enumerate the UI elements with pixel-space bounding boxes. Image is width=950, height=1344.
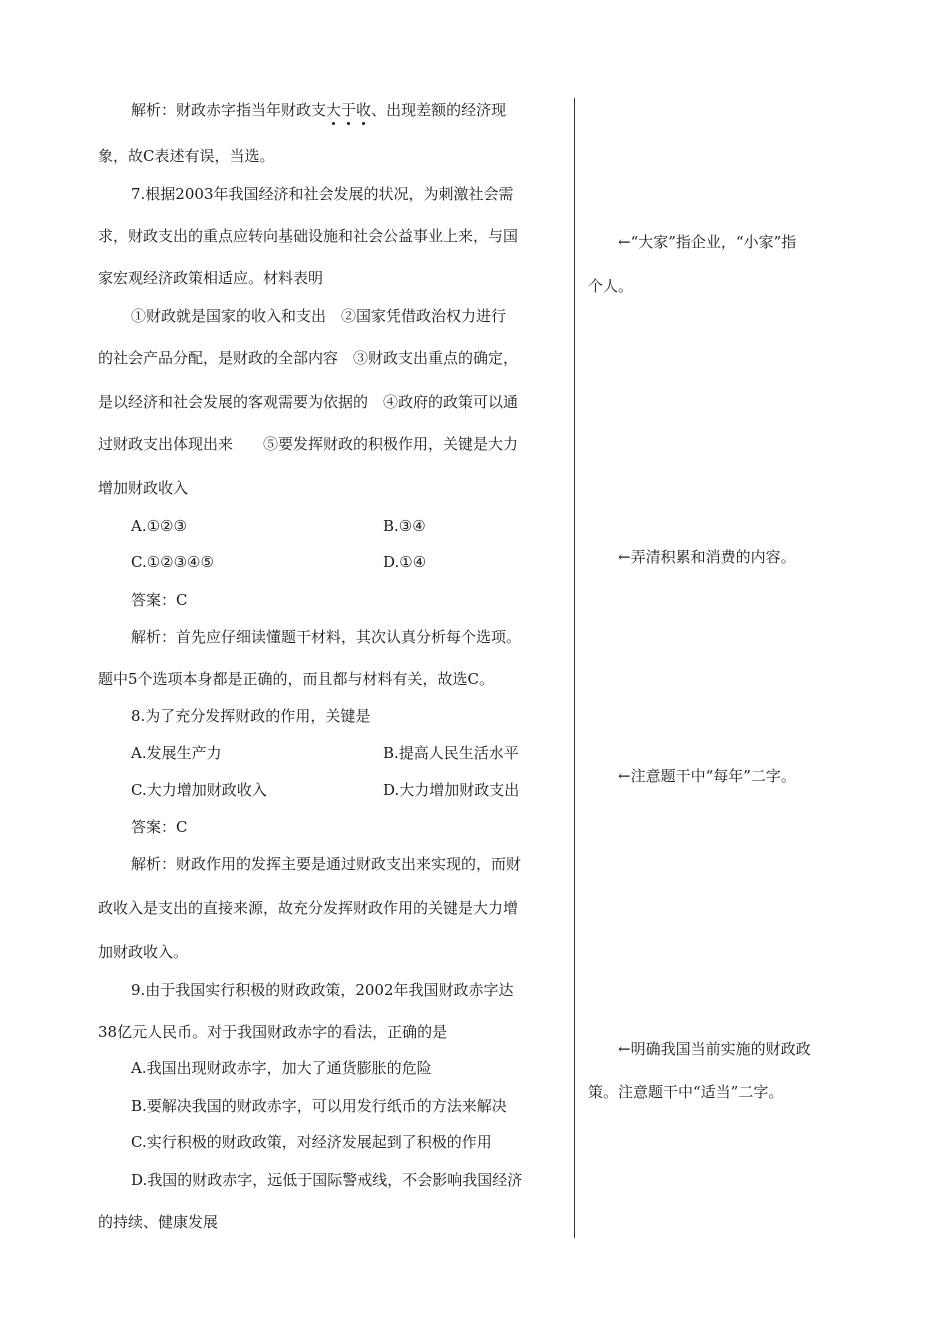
q9-option-b: B.要解决我国的财政赤字，可以用发行纸币的方法来解决 (131, 1097, 507, 1115)
emphasized-char: 大 (326, 101, 342, 119)
question-7-statements-4: 过财政支出体现出来 ⑤要发挥财政的积极作用，关键是大力 (98, 435, 519, 453)
side-note-4: ←明确我国当前实施的财政政 (618, 1040, 811, 1058)
q8-option-a: A.发展生产力 (131, 744, 222, 762)
question-8-stem: 8.为了充分发挥财政的作用，关键是 (131, 707, 371, 725)
q8-analysis-3: 加财政收入。 (98, 943, 189, 961)
emphasized-char: 于 (341, 101, 357, 119)
q8-option-b: B.提高人民生活水平 (383, 744, 519, 762)
side-note-1-cont: 个人。 (588, 277, 634, 295)
q8-option-c: C.大力增加财政收入 (131, 781, 267, 799)
q7-analysis-2: 题中5个选项本身都是正确的，而且都与材料有关，故选C。 (98, 670, 495, 688)
q7-option-d: D.①④ (383, 553, 427, 571)
q7-option-a: A.①②③ (131, 517, 187, 535)
line-analysis-6-cont: 象，故C表述有误，当选。 (98, 147, 275, 165)
question-7-stem-2: 求，财政支出的重点应转向基础设施和社会公益事业上来，与国 (98, 227, 519, 245)
q8-answer: 答案：C (131, 818, 188, 836)
q7-analysis-1: 解析：首先应仔细读懂题干材料，其次认真分析每个选项。 (131, 628, 522, 646)
q9-option-c: C.实行积极的财政政策，对经济发展起到了积极的作用 (131, 1133, 492, 1151)
q9-option-d-cont: 的持续、健康发展 (98, 1213, 219, 1231)
question-7-stem-3: 家宏观经济政策相适应。材料表明 (98, 269, 324, 287)
q7-option-c: C.①②③④⑤ (131, 553, 214, 571)
column-divider (574, 98, 575, 1238)
q9-option-a: A.我国出现财政赤字，加大了通货膨胀的危险 (131, 1059, 432, 1077)
dotted-emphasis (326, 101, 371, 119)
question-9-stem-2: 38亿元人民币。对于我国财政赤字的看法，正确的是 (98, 1023, 448, 1041)
side-note-4-cont: 策。注意题干中“适当”二字。 (588, 1083, 784, 1101)
question-7-statements-5: 增加财政收入 (98, 479, 189, 497)
q8-analysis-1: 解析：财政作用的发挥主要是通过财政支出来实现的，而财 (131, 855, 522, 873)
line-analysis-6: 解析：财政赤字指当年财政支大于收、出现差额的经济现 (131, 101, 507, 119)
q9-option-d: D.我国的财政赤字，远低于国际警戒线，不会影响我国经济 (131, 1171, 523, 1189)
q7-option-b: B.③④ (383, 517, 426, 535)
question-7-statements-3: 是以经济和社会发展的客观需要为依据的 ④政府的政策可以通 (98, 393, 519, 411)
question-7-statements-2: 的社会产品分配，是财政的全部内容 ③财政支出重点的确定， (98, 349, 519, 367)
question-7-statements-1: ①财政就是国家的收入和支出 ②国家凭借政治权力进行 (131, 307, 507, 325)
question-7-stem: 7.根据2003年我国经济和社会发展的状况，为刺激社会需 (131, 185, 514, 203)
side-note-3: ←注意题干中“每年”二字。 (618, 767, 796, 785)
side-note-2: ←弄清积累和消费的内容。 (618, 548, 796, 566)
question-9-stem: 9.由于我国实行积极的财政政策，2002年我国财政赤字达 (131, 981, 514, 999)
emphasized-char: 收 (356, 101, 372, 119)
q7-answer: 答案：C (131, 591, 188, 609)
side-note-1: ←“大家”指企业，“小家”指 (618, 233, 797, 251)
q8-option-d: D.大力增加财政支出 (383, 781, 520, 799)
q8-analysis-2: 政收入是支出的直接来源，故充分发挥财政作用的关键是大力增 (98, 899, 519, 917)
